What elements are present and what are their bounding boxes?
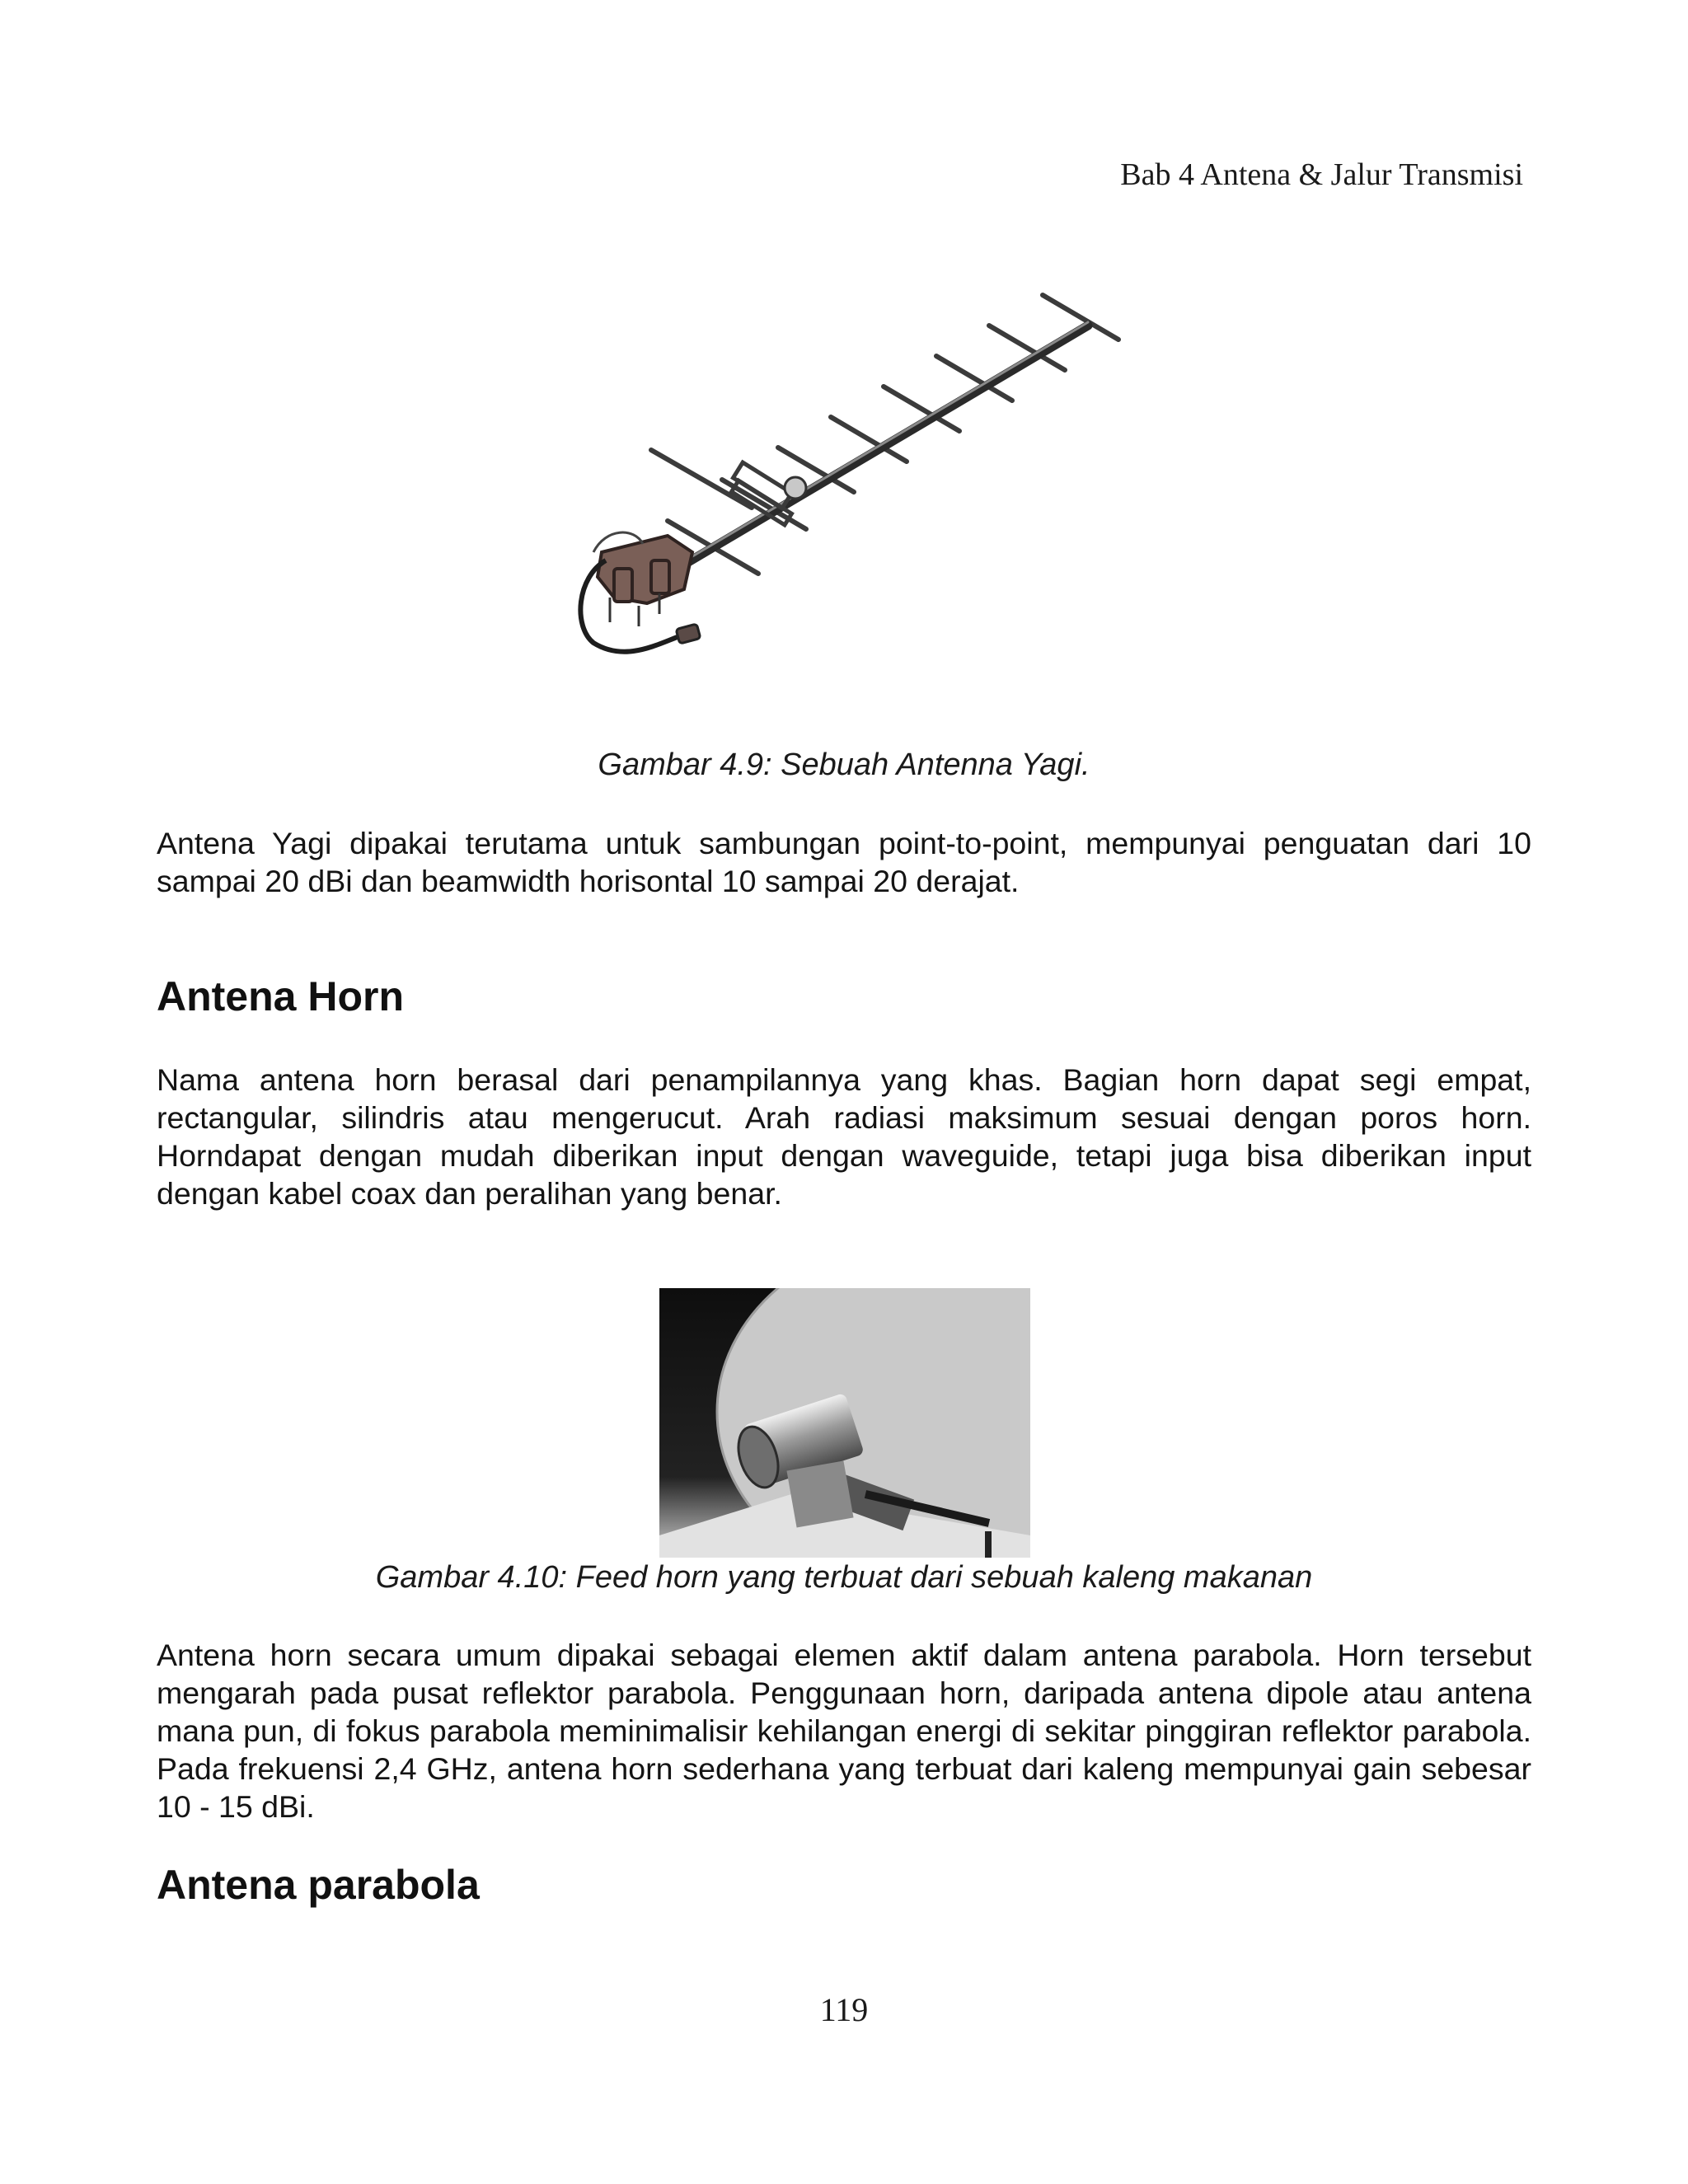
paragraph-yagi: Antena Yagi dipakai terutama untuk sambungan point-to-point, mempunyai penguatan dari 10 sampai 20 dBi dan beamwidth horisontal 10 sampai 20 derajat. [157,826,1531,898]
paragraph-horn-use: Antena horn secara umum dipakai sebagai elemen aktif dalam antena parabola. Horn tersebut mengarah pada pusat reflektor parabola. Penggunaan horn, daripada antena dipole atau antena mana pun, di fokus parabola meminimalisir kehilangan energi di sekitar pinggiran reflektor parabola. Pada frekuensi 2,4 GHz, antena horn sederhana yang terbuat dari kaleng mempunyai gain sebesar 10 - 15 dBi. [157,1638,1531,1824]
page-number: 119 [819,1991,869,2028]
figure-caption-yagi: Gambar 4.9: Sebuah Antenna Yagi. [598,748,1090,782]
feed-horn-photo [659,1288,1030,1558]
section-heading-parabola: Antena parabola [157,1862,480,1908]
yagi-antenna-image [569,280,1146,668]
figure-caption-horn: Gambar 4.10: Feed horn yang terbuat dari sebuah kaleng makanan [375,1560,1313,1595]
paragraph-horn: Nama antena horn berasal dari penampilannya yang khas. Bagian horn dapat segi empat, rectangular, silindris atau mengerucut. Arah radiasi maksimum sesuai dengan poros horn. Horndapat dengan mudah diberikan input dengan waveguide, tetapi juga bisa diberikan input dengan kabel coax dan peralihan yang benar. [157,1062,1531,1211]
section-heading-horn: Antena Horn [157,973,404,1019]
running-title: Bab 4 Antena & Jalur Transmisi [1120,157,1523,192]
yagi-directors [651,295,1118,574]
yagi-mount [598,536,692,603]
